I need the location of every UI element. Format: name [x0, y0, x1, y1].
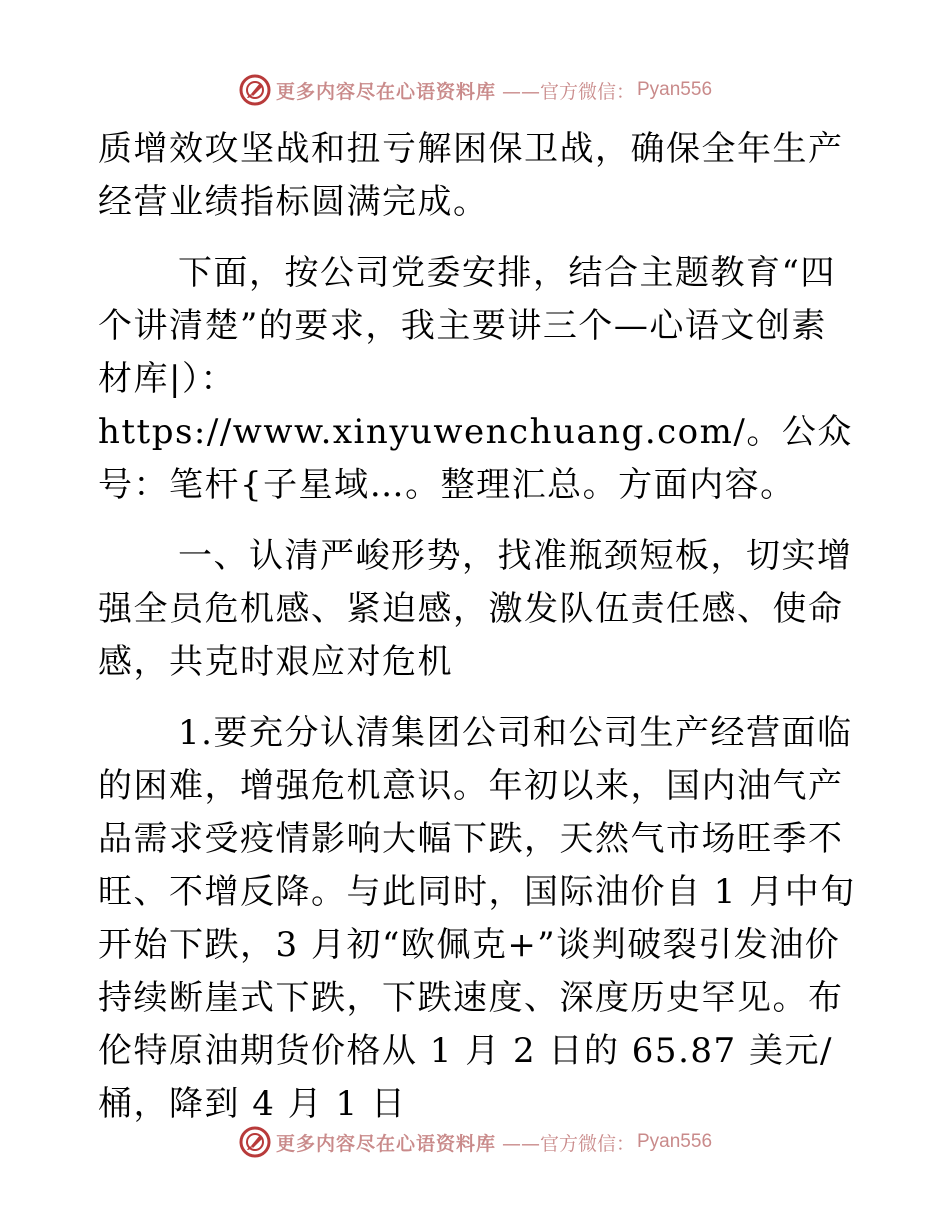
- document-body: [98, 123, 858, 1149]
- paragraph-point-1: 1.要充分认清集团公司和公司生产经营面临的困难，增强危机意识。年初以来，国内油气产品需求受疫情影响大幅下跌，天然气市场旺季不旺、不增反降。与此同时，国际油价自 1 月中旬开始下跌，3 月初“欧佩克+”谈判破裂引发油价持续断崖式下跌，下跌速度、深度历史罕见。布伦特原油期货价格从 1 月 2 日的 65.87 美元/桶，降到 4 月 1 日: [98, 713, 856, 1124]
- banner-dash-text: ——官方微信：: [501, 1132, 635, 1155]
- banner-main-text: 更多内容尽在心语资料库: [275, 1132, 496, 1155]
- banner-wechat-id: Pyan556: [637, 1131, 713, 1152]
- paragraph-intro: 下面，按公司党委安排，结合主题教育“四个讲清楚”的要求，我主要讲三个—心语文创素材库|）：https://www.xinyuwenchuang.com/。公众号：笔杆{子星域…。整理汇总。方面内容。: [98, 253, 853, 505]
- footer-banner: [0, 1122, 950, 1162]
- banner-dash-text: ——官方微信：: [501, 80, 635, 103]
- banner-main-text: 更多内容尽在心语资料库: [275, 80, 496, 103]
- banner-wechat-id: Pyan556: [637, 79, 713, 100]
- pen-nib-circle-logo: [238, 73, 272, 107]
- section-heading-1: 一、认清严峻形势，找准瓶颈短板，切实增强全员危机感、紧迫感，激发队伍责任感、使命感，共克时艰应对危机: [98, 536, 853, 682]
- paragraph-continuation: 质增效攻坚战和扭亏解困保卫战，确保全年生产经营业绩指标圆满完成。: [98, 129, 844, 222]
- header-banner: [0, 70, 950, 110]
- pen-nib-circle-logo: [238, 1125, 272, 1159]
